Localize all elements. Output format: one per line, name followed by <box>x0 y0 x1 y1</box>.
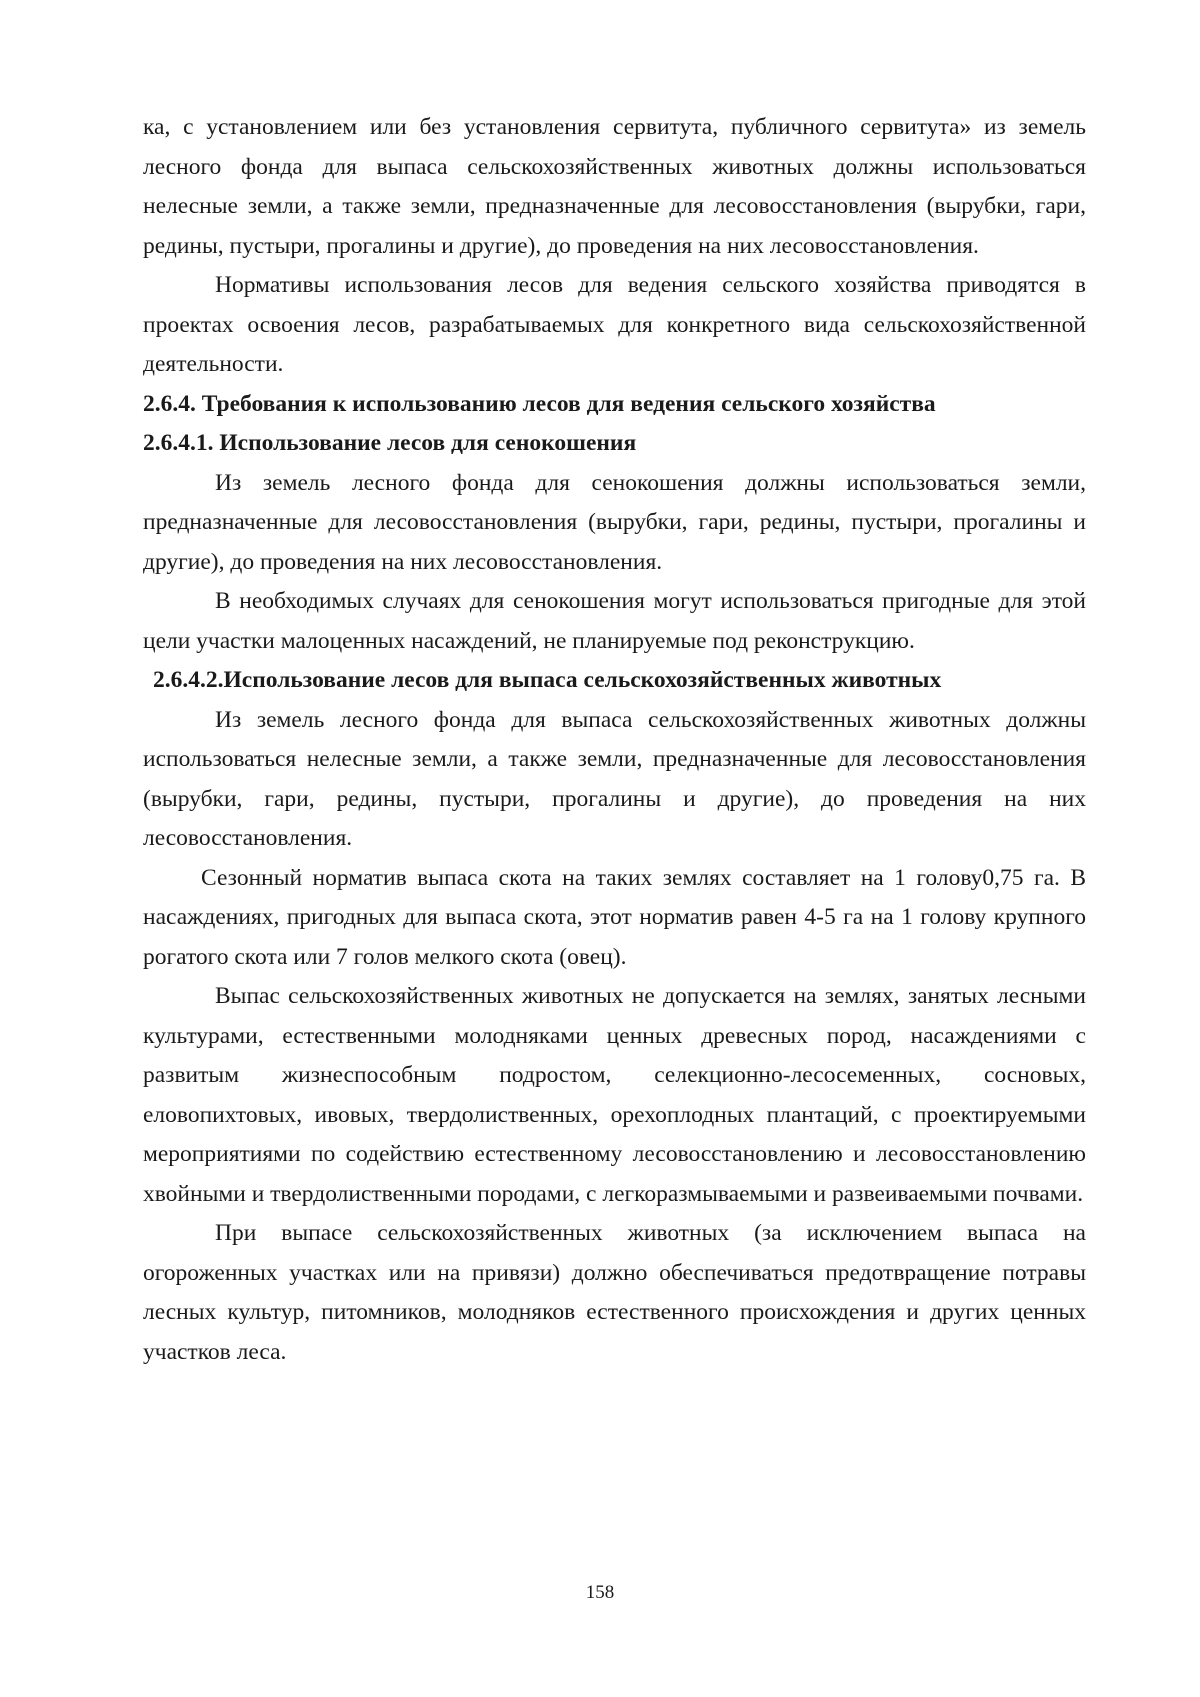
subsection-heading-grazing: 2.6.4.2.Использование лесов для выпаса сельскохозяйственных животных <box>153 667 942 693</box>
document-page <box>143 108 1086 1372</box>
section-heading: 2.6.4. Требования к использованию лесов для ведения сельского хозяйства <box>143 390 936 417</box>
paragraph-grazing-lands: Из земель лесного фонда для выпаса сельскохозяйственных животных должны использоваться нелесные земли, а также земли, предназначенные для лесовосстановления (вырубки, гари, редины, пустыри, прогалины и другие), до проведения на них лесовосстановления. <box>143 706 1086 851</box>
paragraph-haymaking-cases: В необходимых случаях для сенокошения могут использоваться пригодные для этой цели участки малоценных насаждений, не планируемые под реконструкцию. <box>143 588 1086 654</box>
paragraph-norms: Нормативы использования лесов для ведения сельского хозяйства приводятся в проектах освоения лесов, разрабатываемых для конкретного вида сельскохозяйственной деятельности. <box>143 272 1086 377</box>
paragraph-haymaking-lands: Из земель лесного фонда для сенокошения должны использоваться земли, предназначенные для лесовосстановления (вырубки, гари, редины, пустыри, прогалины и другие), до проведения на них лесовосстановления. <box>143 469 1086 575</box>
paragraph-grazing-protection: При выпасе сельскохозяйственных животных (за исключением выпаса на огороженных участках или на привязи) должно обеспечиваться предотвращение потравы лесных культур, питомников, молодняков естественного происхождения и других ценных участков леса. <box>143 1220 1086 1365</box>
paragraph-grazing-norm: Сезонный норматив выпаса скота на таких землях составляет на 1 голову0,75 га. В насаждениях, пригодных для выпаса скота, этот норматив равен 4-5 га на 1 голову крупного рогатого скота или 7 голов мелкого скота (овец). <box>143 864 1086 970</box>
page-number: 158 <box>585 1582 615 1603</box>
paragraph-grazing-prohibited: Выпас сельскохозяйственных животных не допускается на землях, занятых лесными культурами, естественными молодняками ценных древесных пород, насаждениями с развитым жизнеспособным подростом, селекционно-лесосеменных, сосновых, еловопихтовых, ивовых, твердолиственных, орехоплодных плантаций, с проектируемыми мероприятиями по содействию естественному лесовосстановлению и лесовосстановлению хвойными и твердолиственными породами, с легкоразмываемыми и развеиваемыми почвами. <box>143 983 1086 1207</box>
paragraph-continuation: ка, с установлением или без установления сервитута, публичного сервитута» из земель лесного фонда для выпаса сельскохозяйственных животных должны использоваться нелесные земли, а также земли, предназначенные для лесовосстановления (вырубки, гари, редины, пустыри, прогалины и другие), до проведения на них лесовосстановления. <box>143 114 1086 259</box>
subsection-heading-haymaking: 2.6.4.1. Использование лесов для сенокошения <box>143 430 637 456</box>
